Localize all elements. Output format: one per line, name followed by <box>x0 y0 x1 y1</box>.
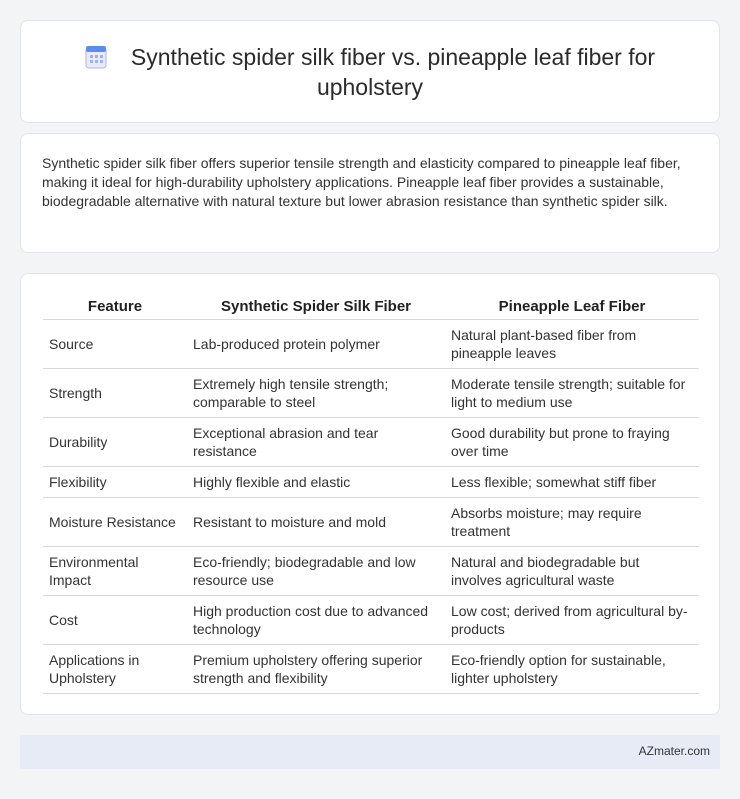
spider-silk-cell: Eco-friendly; biodegradable and low resource use <box>187 546 445 595</box>
pineapple-cell: Low cost; derived from agricultural by-products <box>445 595 699 644</box>
spider-silk-cell: Lab-produced protein polymer <box>187 319 445 368</box>
feature-cell: Strength <box>43 368 187 417</box>
footer-bar <box>20 735 720 769</box>
table-row <box>43 546 699 595</box>
spider-silk-cell: Extremely high tensile strength; comparable to steel <box>187 368 445 417</box>
comparison-card <box>20 273 720 715</box>
page-title-text: Synthetic spider silk fiber vs. pineapple leaf fiber for upholstery <box>130 43 656 100</box>
table-row <box>43 644 699 693</box>
comparison-table <box>43 295 699 694</box>
feature-cell: Durability <box>43 417 187 466</box>
pineapple-cell: Eco-friendly option for sustainable, lighter upholstery <box>445 644 699 693</box>
pineapple-cell: Natural and biodegradable but involves agricultural waste <box>445 546 699 595</box>
spider-silk-cell: Premium upholstery offering superior strength and flexibility <box>187 644 445 693</box>
summary-paragraph: Synthetic spider silk fiber offers superior tensile strength and elasticity compared to pineapple leaf fiber, making it ideal for high-durability upholstery applications. Pineapple leaf fiber provides a sustainable, biodegradable alternative with natural texture but lower abrasion resistance than synthetic spider silk. <box>42 155 681 209</box>
table-row <box>43 319 699 368</box>
pineapple-cell: Moderate tensile strength; suitable for light to medium use <box>445 368 699 417</box>
page-title <box>61 42 679 102</box>
document-icon <box>85 45 107 69</box>
summary-card <box>20 133 720 253</box>
table-row <box>43 417 699 466</box>
header-pineapple: Pineapple Leaf Fiber <box>445 295 699 319</box>
spider-silk-cell: Exceptional abrasion and tear resistance <box>187 417 445 466</box>
pineapple-cell: Natural plant-based fiber from pineapple leaves <box>445 319 699 368</box>
table-header-row <box>43 295 699 319</box>
pineapple-cell: Less flexible; somewhat stiff fiber <box>445 466 699 497</box>
table-row <box>43 595 699 644</box>
pineapple-cell: Absorbs moisture; may require treatment <box>445 497 699 546</box>
feature-cell: Environmental Impact <box>43 546 187 595</box>
title-card <box>20 20 720 123</box>
header-feature: Feature <box>43 295 187 319</box>
pineapple-cell: Good durability but prone to fraying over time <box>445 417 699 466</box>
feature-cell: Flexibility <box>43 466 187 497</box>
feature-cell: Applications in Upholstery <box>43 644 187 693</box>
feature-cell: Source <box>43 319 187 368</box>
table-row <box>43 497 699 546</box>
feature-cell: Moisture Resistance <box>43 497 187 546</box>
header-spider-silk: Synthetic Spider Silk Fiber <box>187 295 445 319</box>
spider-silk-cell: Highly flexible and elastic <box>187 466 445 497</box>
spider-silk-cell: High production cost due to advanced technology <box>187 595 445 644</box>
feature-cell: Cost <box>43 595 187 644</box>
table-row <box>43 466 699 497</box>
table-row <box>43 368 699 417</box>
footer-brand: AZmater.com <box>638 744 710 758</box>
spider-silk-cell: Resistant to moisture and mold <box>187 497 445 546</box>
